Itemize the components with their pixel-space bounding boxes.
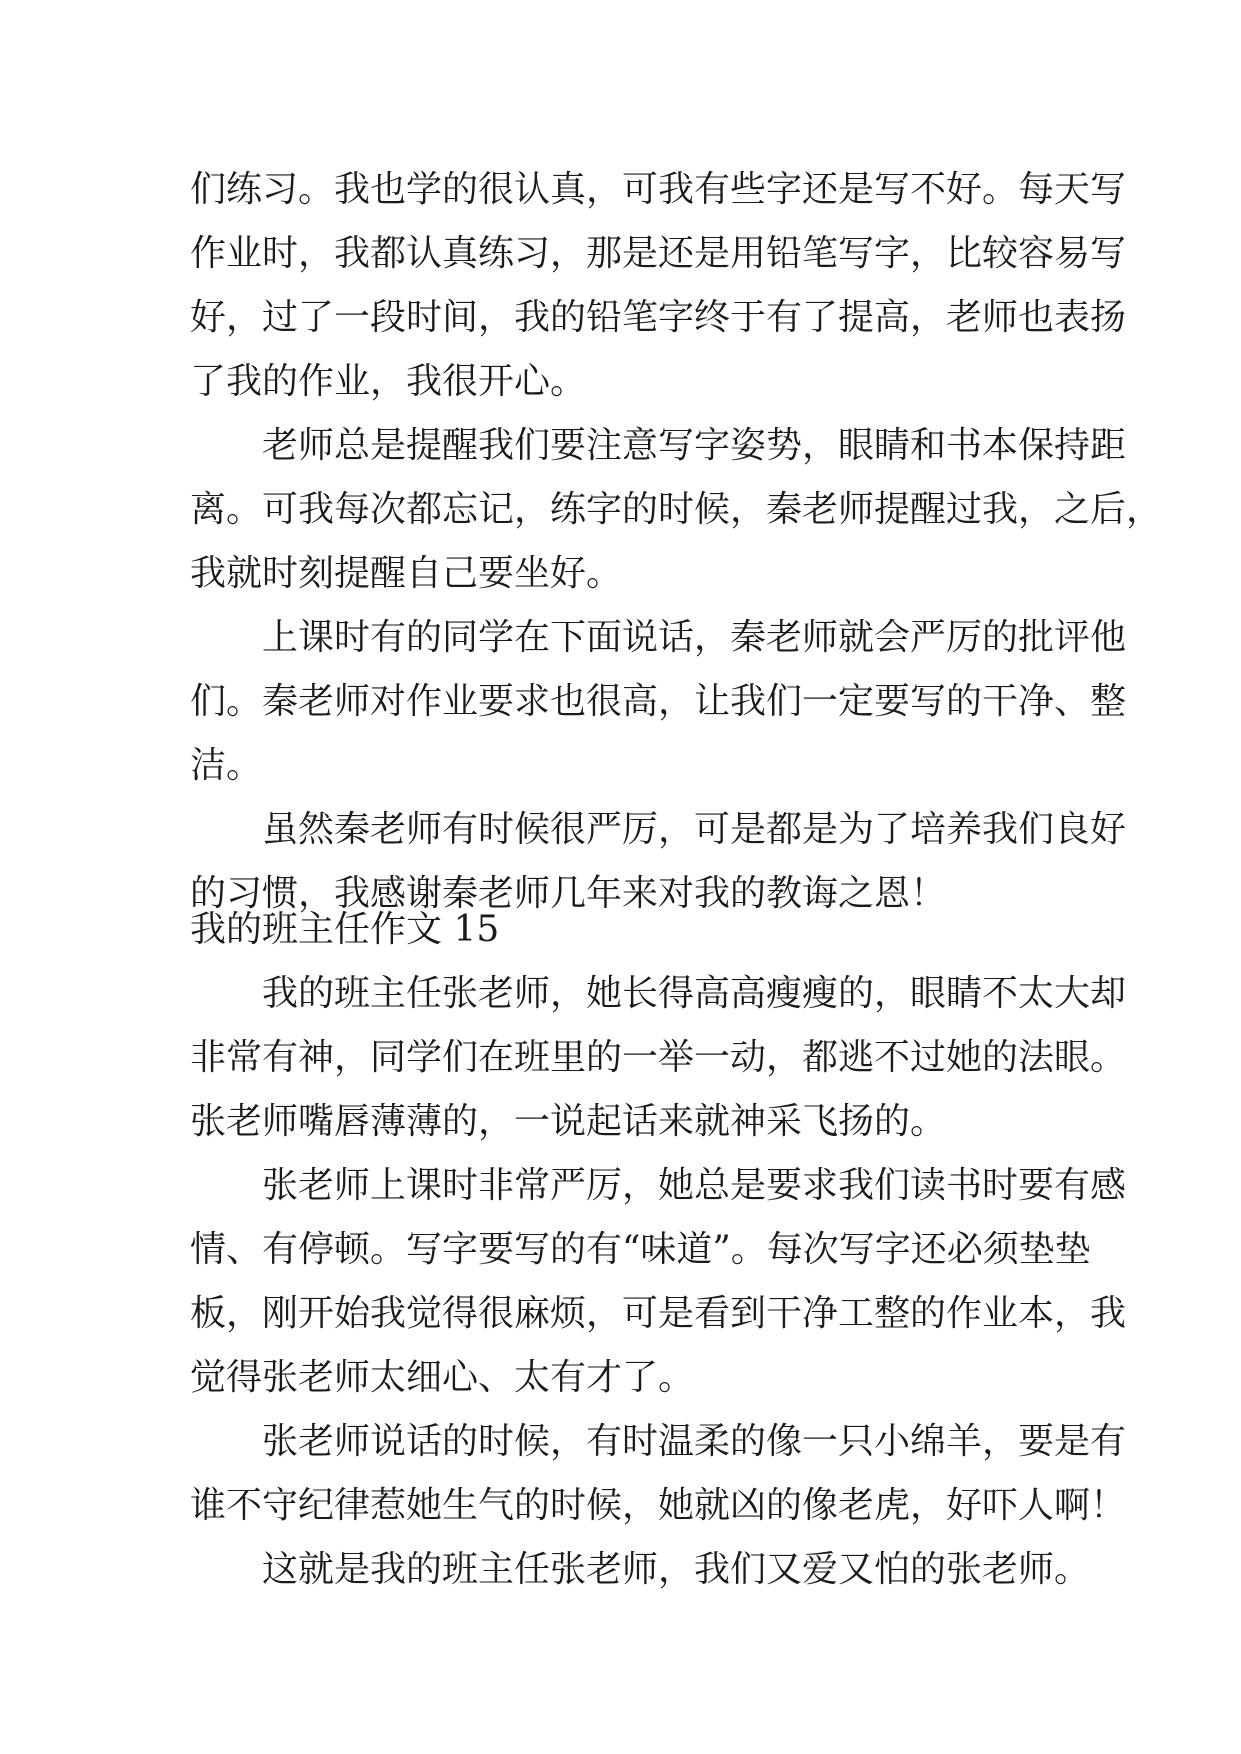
paragraph-line: 离。可我每次都忘记，练字的时候，秦老师提醒过我，之后， — [190, 489, 1163, 530]
paragraph-line: 们。秦老师对作业要求也很高，让我们一定要写的干净、整 — [190, 681, 1127, 722]
paragraph-line: 我的班主任张老师，她长得高高瘦瘦的，眼睛不太大却 — [262, 973, 1127, 1014]
paragraph-line: 张老师说话的时候，有时温柔的像一只小绵羊，要是有 — [262, 1421, 1127, 1462]
paragraph-line: 了我的作业，我很开心。 — [190, 361, 587, 402]
paragraph-line: 情、有停顿。写字要写的有“味道”。每次写字还必须垫垫 — [190, 1229, 1091, 1270]
paragraph-line: 板，刚开始我觉得很麻烦，可是看到干净工整的作业本，我 — [190, 1293, 1127, 1334]
paragraph-line: 我就时刻提醒自己要坐好。 — [190, 553, 623, 594]
paragraph-line: 作业时，我都认真练习，那是还是用铅笔写字，比较容易写 — [190, 233, 1127, 274]
paragraph-line: 老师总是提醒我们要注意写字姿势，眼睛和书本保持距 — [262, 425, 1127, 466]
paragraph-line: 非常有神，同学们在班里的一举一动，都逃不过她的法眼。 — [190, 1037, 1127, 1078]
essay-15 — [190, 898, 1127, 1602]
paragraph-line: 的习惯，我感谢秦老师几年来对我的教诲之恩！ — [190, 873, 947, 914]
essay-title: 我的班主任作文 15 — [190, 909, 500, 950]
paragraph-line: 好，过了一段时间，我的铅笔字终于有了提高，老师也表扬 — [190, 297, 1127, 338]
paragraph-line: 们练习。我也学的很认真，可我有些字还是写不好。每天写 — [190, 169, 1127, 210]
paragraph-line: 觉得张老师太细心、太有才了。 — [190, 1357, 695, 1398]
paragraph-line: 张老师嘴唇薄薄的，一说起话来就神采飞扬的。 — [190, 1101, 947, 1142]
paragraph-line: 谁不守纪律惹她生气的时候，她就凶的像老虎，好吓人啊！ — [190, 1485, 1127, 1526]
paragraph-line: 这就是我的班主任张老师，我们又爱又怕的张老师。 — [262, 1549, 1091, 1590]
paragraph-line: 洁。 — [190, 745, 263, 786]
paragraph-line: 上课时有的同学在下面说话，秦老师就会严厉的批评他 — [262, 617, 1127, 658]
paragraph-line: 虽然秦老师有时候很严厉，可是都是为了培养我们良好 — [262, 809, 1127, 850]
paragraph-line: 张老师上课时非常严厉，她总是要求我们读书时要有感 — [262, 1165, 1127, 1206]
essay-continuation — [190, 158, 1163, 926]
